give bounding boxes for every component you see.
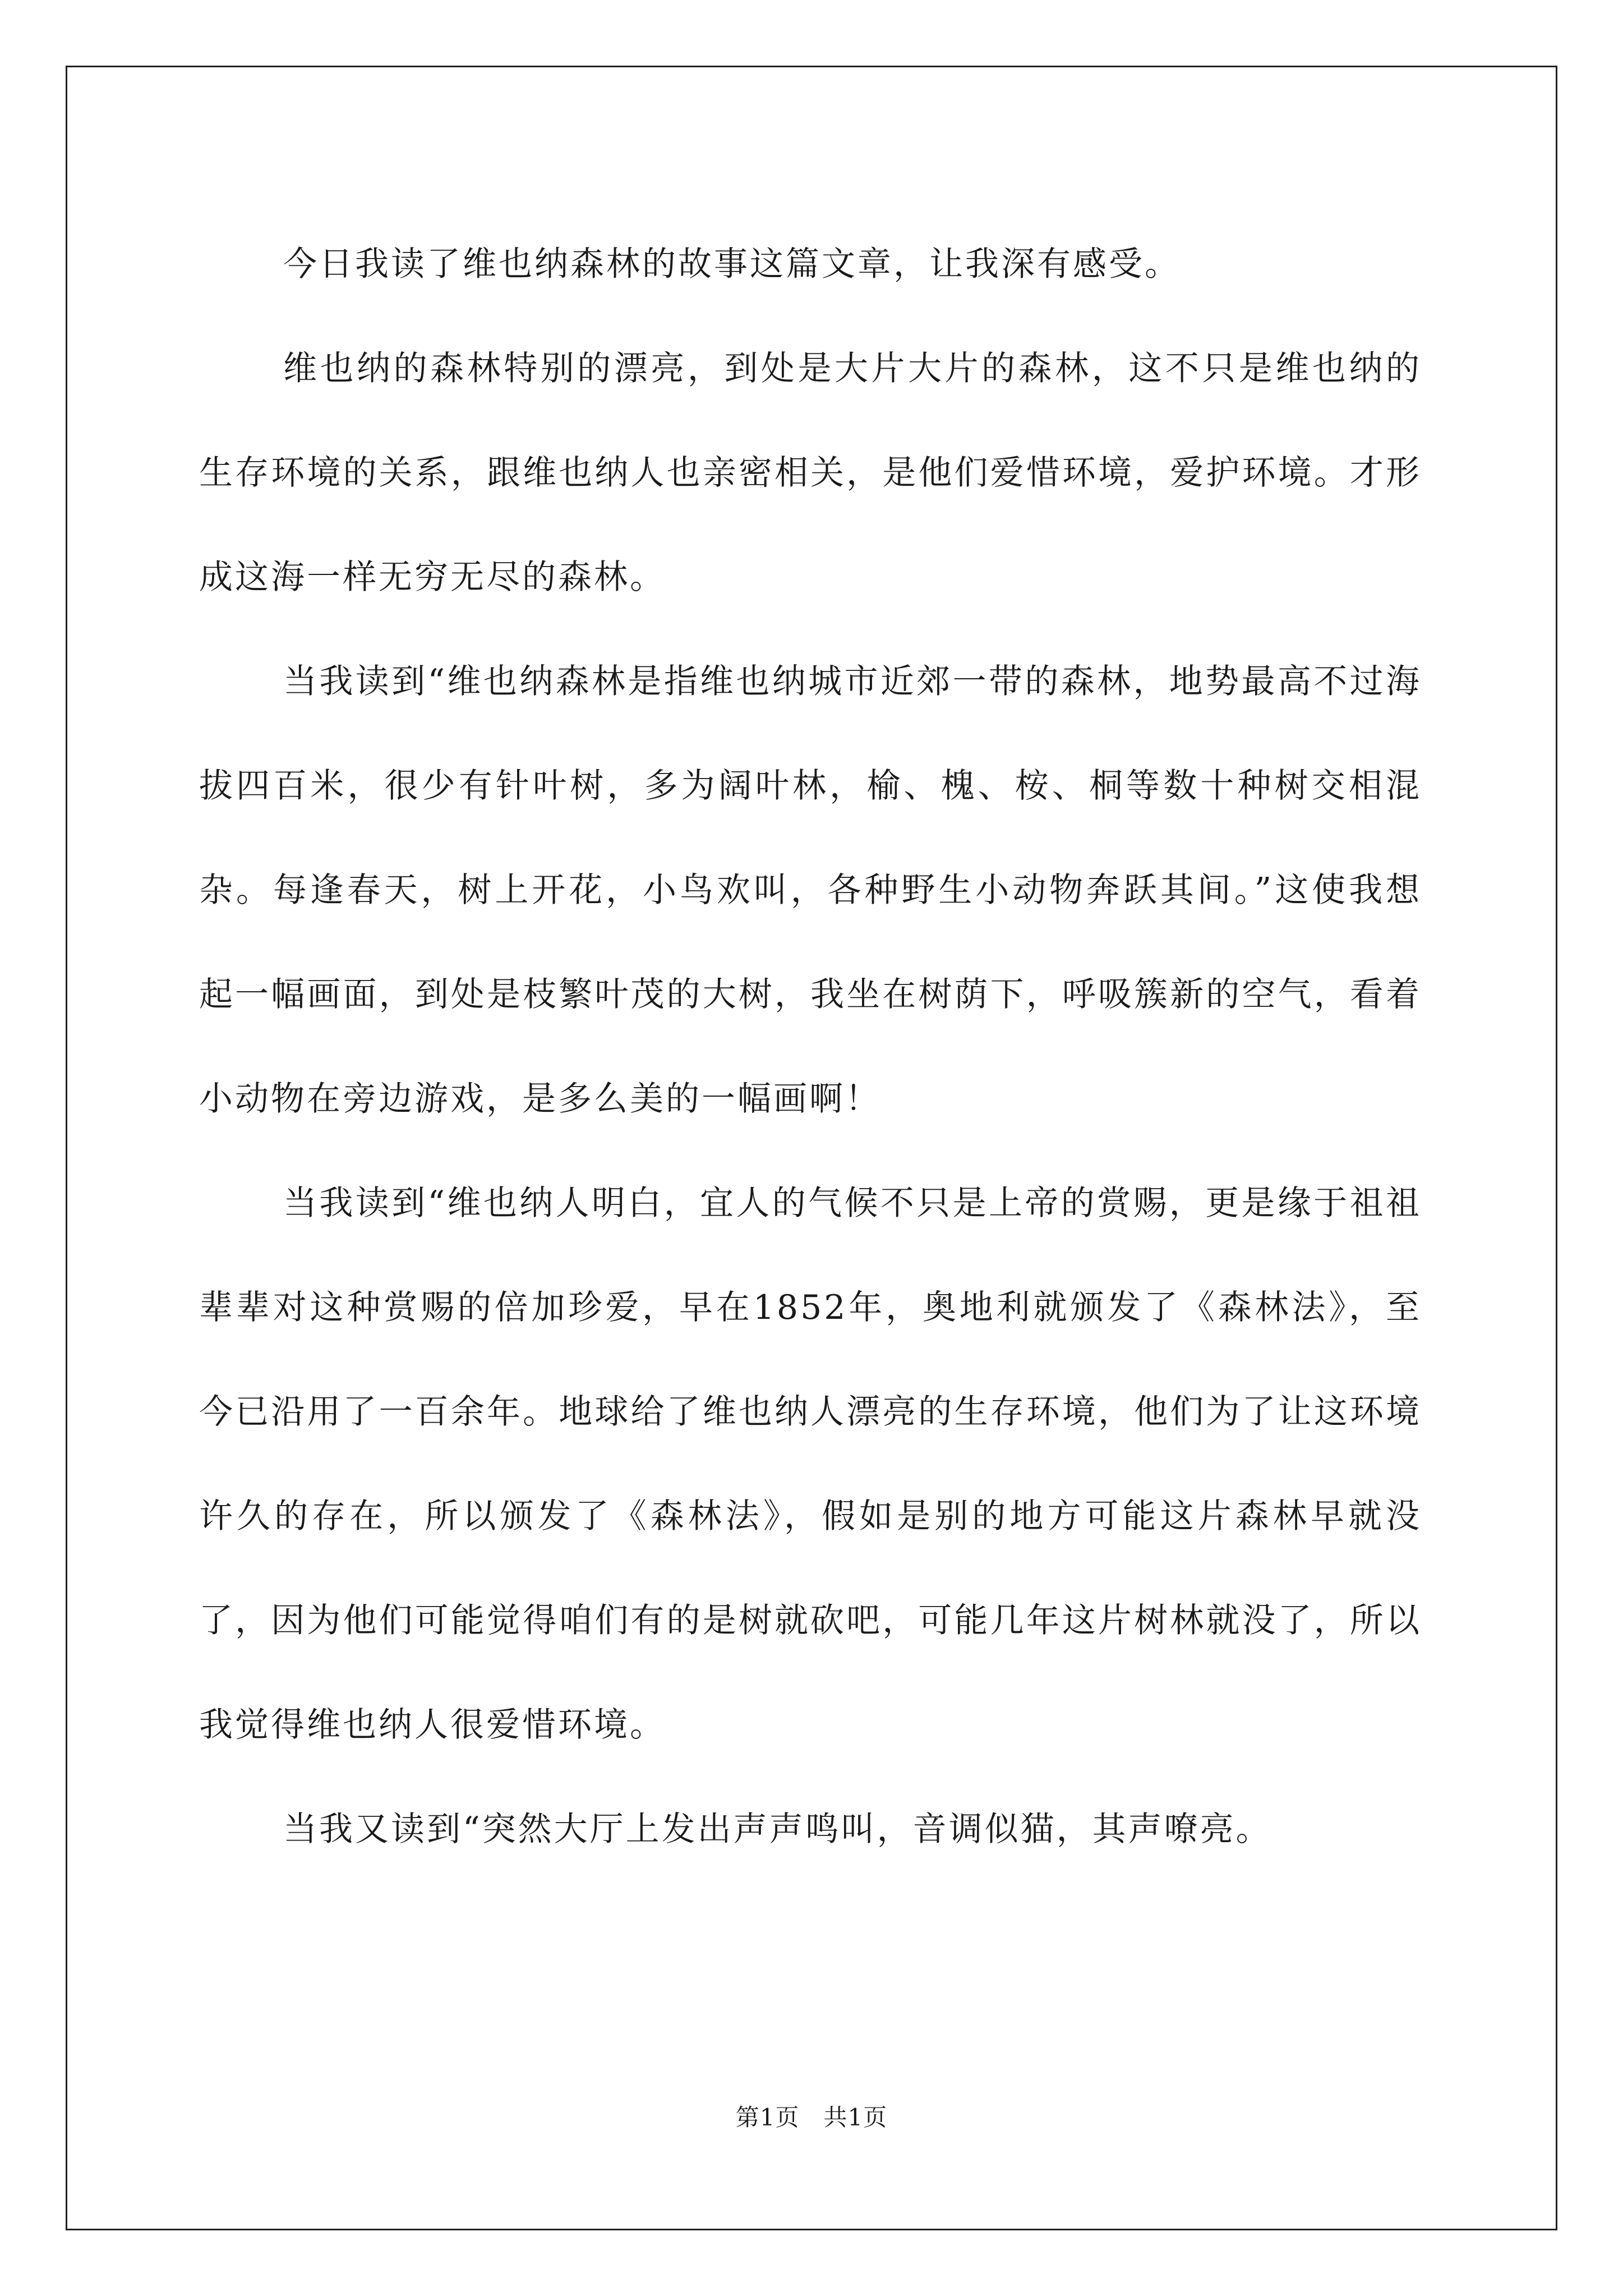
paragraph-forest-beauty: 维也纳的森林特别的漂亮，到处是大片大片的森林，这不只是维也纳的生存环境的关系，跟维也纳人也亲密相关，是他们爱惜环境，爱护环境。才形成这海一样无穷无尽的森林。 [199, 349, 1422, 597]
paragraph-forest-description: 当我读到“维也纳森林是指维也纳城市近郊一带的森林，地势最高不过海拔四百米，很少有针叶树，多为阔叶林，榆、槐、桉、桐等数十种树交相混杂。每逢春天，树上开花，小鸟欢叫，各种野生小动物奔跃其间。”这使我想起一幅画面，到处是枝繁叶茂的大树，我坐在树荫下，呼吸簇新的空气，看着小动物在旁边游戏，是多么美的一幅画啊！ [199, 662, 1422, 1119]
paragraph-forest-law: 当我读到“维也纳人明白，宜人的气候不只是上帝的赏赐，更是缘于祖祖辈辈对这种赏赐的倍加珍爱，早在1852年，奥地利就颁发了《森林法》，至今已沿用了一百余年。地球给了维也纳人漂亮的生存环境，他们为了让这环境许久的存在，所以颁发了《森林法》，假如是别的地方可能这片森林早就没了，因为他们可能觉得咱们有的是树就砍吧，可能几年这片树林就没了，所以我觉得维也纳人很爱惜环境。 [199, 1184, 1422, 1745]
page-number: 第1页 共1页 [735, 2104, 888, 2131]
document-body [199, 212, 1422, 1881]
page-footer [0, 2101, 1623, 2134]
paragraph-intro: 今日我读了维也纳森林的故事这篇文章，让我深有感受。 [283, 245, 1181, 284]
paragraph-hall-sound: 当我又读到“突然大厅上发出声声鸣叫，音调似猫，其声嘹亮。 [283, 1810, 1272, 1849]
